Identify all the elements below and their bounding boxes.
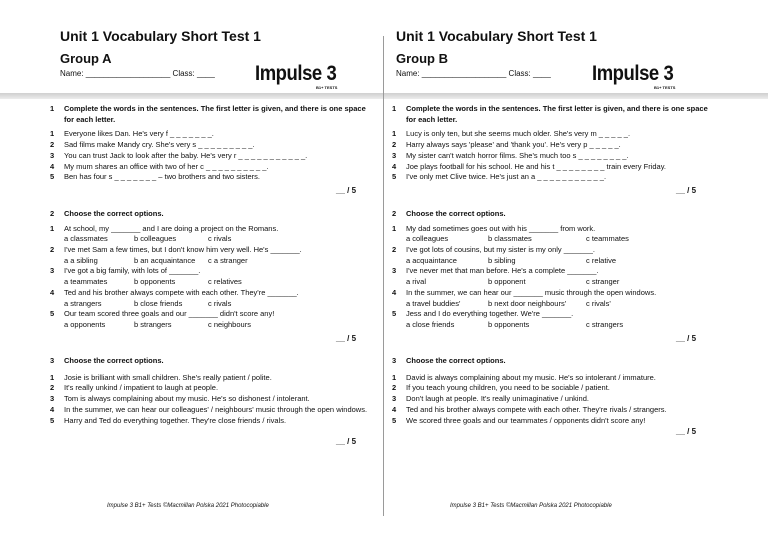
option-c: c neighbours	[208, 319, 251, 329]
question-item: 4 My mum shares an office with two of her c _ _ _ _ _ _ _ _ _ _.	[50, 161, 269, 171]
question-item: 1 At school, my _______ and I are doing a project on the Romans.	[50, 223, 279, 233]
question-item: 4 Ted and his brother always compete with each other. They're _______.	[50, 287, 299, 297]
option-c: c a stranger	[208, 255, 248, 265]
option-c: c teammates	[586, 234, 629, 244]
section-heading: 2 Choose the correct options.	[392, 209, 506, 218]
option-a: a travel buddies'	[406, 298, 461, 308]
question-item: 3 You can trust Jack to look after the baby. He's very r _ _ _ _ _ _ _ _ _ _ _.	[50, 150, 308, 160]
section-2	[50, 209, 370, 331]
option-c: c relative	[586, 255, 617, 265]
question-item: 2 If you teach young children, you need to be sociable / patient.	[392, 383, 610, 393]
answer-options	[392, 277, 712, 288]
question-item: 3 I've never met that man before. He's a complete _______.	[392, 266, 599, 276]
question-item: 2 I've met Sam a few times, but I don't know him very well. He's _______.	[50, 245, 302, 255]
question-item: 2 Sad films make Mandy cry. She's very s _ _ _ _ _ _ _ _ _.	[50, 140, 255, 150]
question-item: 2 I've got lots of cousins, but my sister is my only _______.	[392, 245, 596, 255]
question-item: 4 Ted and his brother always compete with each other. They're rivals / strangers.	[392, 404, 667, 414]
question-item: 5 Jess and I do everything together. We're _______.	[392, 309, 574, 319]
question-item: 3 Tom is always complaining about my music. He's so dishonest / intolerant.	[50, 394, 310, 404]
question-item: 1 Everyone likes Dan. He's very f _ _ _ _ _ _ _.	[50, 129, 214, 139]
option-a: a opponents	[64, 319, 106, 329]
option-c: c rivals'	[586, 298, 611, 308]
option-c: c strangers	[586, 319, 624, 329]
option-b: b opponents	[134, 277, 176, 287]
score-box: __ / 5	[676, 186, 697, 195]
answer-options	[50, 277, 370, 288]
question-item: 1 My dad sometimes goes out with his _______ from work.	[392, 223, 596, 233]
question-item: 3 Don't laugh at people. It's really unimaginative / unkind.	[392, 394, 589, 404]
question-item: 5 Harry and Ted do everything together. They're close friends / rivals.	[50, 415, 287, 425]
section-1	[392, 104, 712, 183]
footer-copyright: Impulse 3 B1+ Tests ©Macmillan Polska 2021 Photocopiable	[450, 503, 612, 509]
score-box: __ / 5	[676, 427, 697, 436]
option-a: a acquaintance	[406, 255, 457, 265]
option-c: c relatives	[208, 277, 242, 287]
option-a: a a sibling	[64, 255, 98, 265]
option-b: b colleagues	[134, 234, 177, 244]
test-page-group-b	[384, 0, 768, 543]
section-3	[50, 356, 370, 426]
question-item: 3 My sister can't watch horror films. She's much too s _ _ _ _ _ _ _ _.	[392, 150, 629, 160]
question-item: 1 David is always complaining about my music. He's so intolerant / immature.	[392, 372, 656, 382]
test-title: Unit 1 Vocabulary Short Test 1	[396, 28, 597, 44]
answer-options	[50, 256, 370, 267]
option-c: c stranger	[586, 277, 620, 287]
option-b: b opponents	[488, 319, 530, 329]
question-item: 3 I've got a big family, with lots of _______.	[50, 266, 201, 276]
section-2	[392, 209, 712, 331]
score-box: __ / 5	[676, 334, 697, 343]
option-a: a rival	[406, 277, 427, 287]
option-a: a classmates	[64, 234, 108, 244]
test-title: Unit 1 Vocabulary Short Test 1	[60, 28, 261, 44]
answer-options	[50, 320, 370, 331]
option-a: a teammates	[64, 277, 108, 287]
section-1	[50, 104, 370, 183]
impulse-logo: Impulse 3	[592, 62, 674, 85]
question-item: 4 In the summer, we can hear our colleagues' / neighbours' music through the open windows.	[50, 404, 368, 414]
question-item: 4 In the summer, we can hear our _______ music through the open windows.	[392, 287, 657, 297]
name-class-line: Name: ___________________ Class: ____	[396, 69, 551, 78]
section-3	[392, 356, 712, 426]
option-b: b classmates	[488, 234, 532, 244]
section-heading: 3 Choose the correct options.	[50, 356, 164, 365]
group-label: Group B	[396, 51, 448, 66]
score-box: __ / 5	[336, 334, 357, 343]
question-item: 2 Harry always says 'please' and 'thank you'. He's very p _ _ _ _ _.	[392, 140, 621, 150]
group-label: Group A	[60, 51, 112, 66]
question-item: 5 Ben has four s _ _ _ _ _ _ _ – two brothers and two sisters.	[50, 172, 260, 182]
answer-options	[392, 256, 712, 267]
section-heading: 2 Choose the correct options.	[50, 209, 164, 218]
answer-options	[392, 234, 712, 245]
section-heading: 3 Choose the correct options.	[392, 356, 506, 365]
logo-subtitle: B1+ TESTS	[316, 85, 338, 90]
answer-options	[392, 320, 712, 331]
score-box: __ / 5	[336, 186, 357, 195]
score-box: __ / 5	[336, 437, 357, 446]
section-heading: 1 Complete the words in the sentences. The first letter is given, and there is one space for each letter.	[392, 104, 708, 124]
footer-copyright: Impulse 3 B1+ Tests ©Macmillan Polska 2021 Photocopiable	[107, 503, 269, 509]
option-b: b next door neighbours'	[488, 298, 567, 308]
option-a: a strangers	[64, 298, 102, 308]
option-b: b sibling	[488, 255, 516, 265]
answer-options	[50, 234, 370, 245]
section-heading: 1 Complete the words in the sentences. The first letter is given, and there is one space for each letter.	[50, 104, 366, 124]
option-b: b strangers	[134, 319, 172, 329]
option-c: c rivals	[208, 234, 232, 244]
answer-options	[392, 299, 712, 310]
option-c: c rivals	[208, 298, 232, 308]
option-b: b an acquaintance	[134, 255, 196, 265]
option-b: b opponent	[488, 277, 526, 287]
question-item: 5 Our team scored three goals and our _______ didn't score any!	[50, 309, 275, 319]
option-a: a close friends	[406, 319, 455, 329]
question-item: 1 Josie is brilliant with small children. She's really patient / polite.	[50, 372, 272, 382]
question-item: 1 Lucy is only ten, but she seems much older. She's very m _ _ _ _ _.	[392, 129, 631, 139]
option-a: a colleagues	[406, 234, 449, 244]
option-b: b close friends	[134, 298, 183, 308]
question-item: 2 It's really unkind / impatient to laugh at people.	[50, 383, 219, 393]
name-class-line: Name: ___________________ Class: ____	[60, 69, 215, 78]
question-item: 4 Joe plays football for his school. He and his t _ _ _ _ _ _ _ _ train every Friday.	[392, 161, 666, 171]
question-item: 5 We scored three goals and our teammates / opponents didn't score any!	[392, 415, 646, 425]
answer-options	[50, 299, 370, 310]
impulse-logo: Impulse 3	[255, 62, 337, 85]
logo-subtitle: B1+ TESTS	[654, 85, 676, 90]
question-item: 5 I've only met Clive twice. He's just an a _ _ _ _ _ _ _ _ _ _ _.	[392, 172, 607, 182]
